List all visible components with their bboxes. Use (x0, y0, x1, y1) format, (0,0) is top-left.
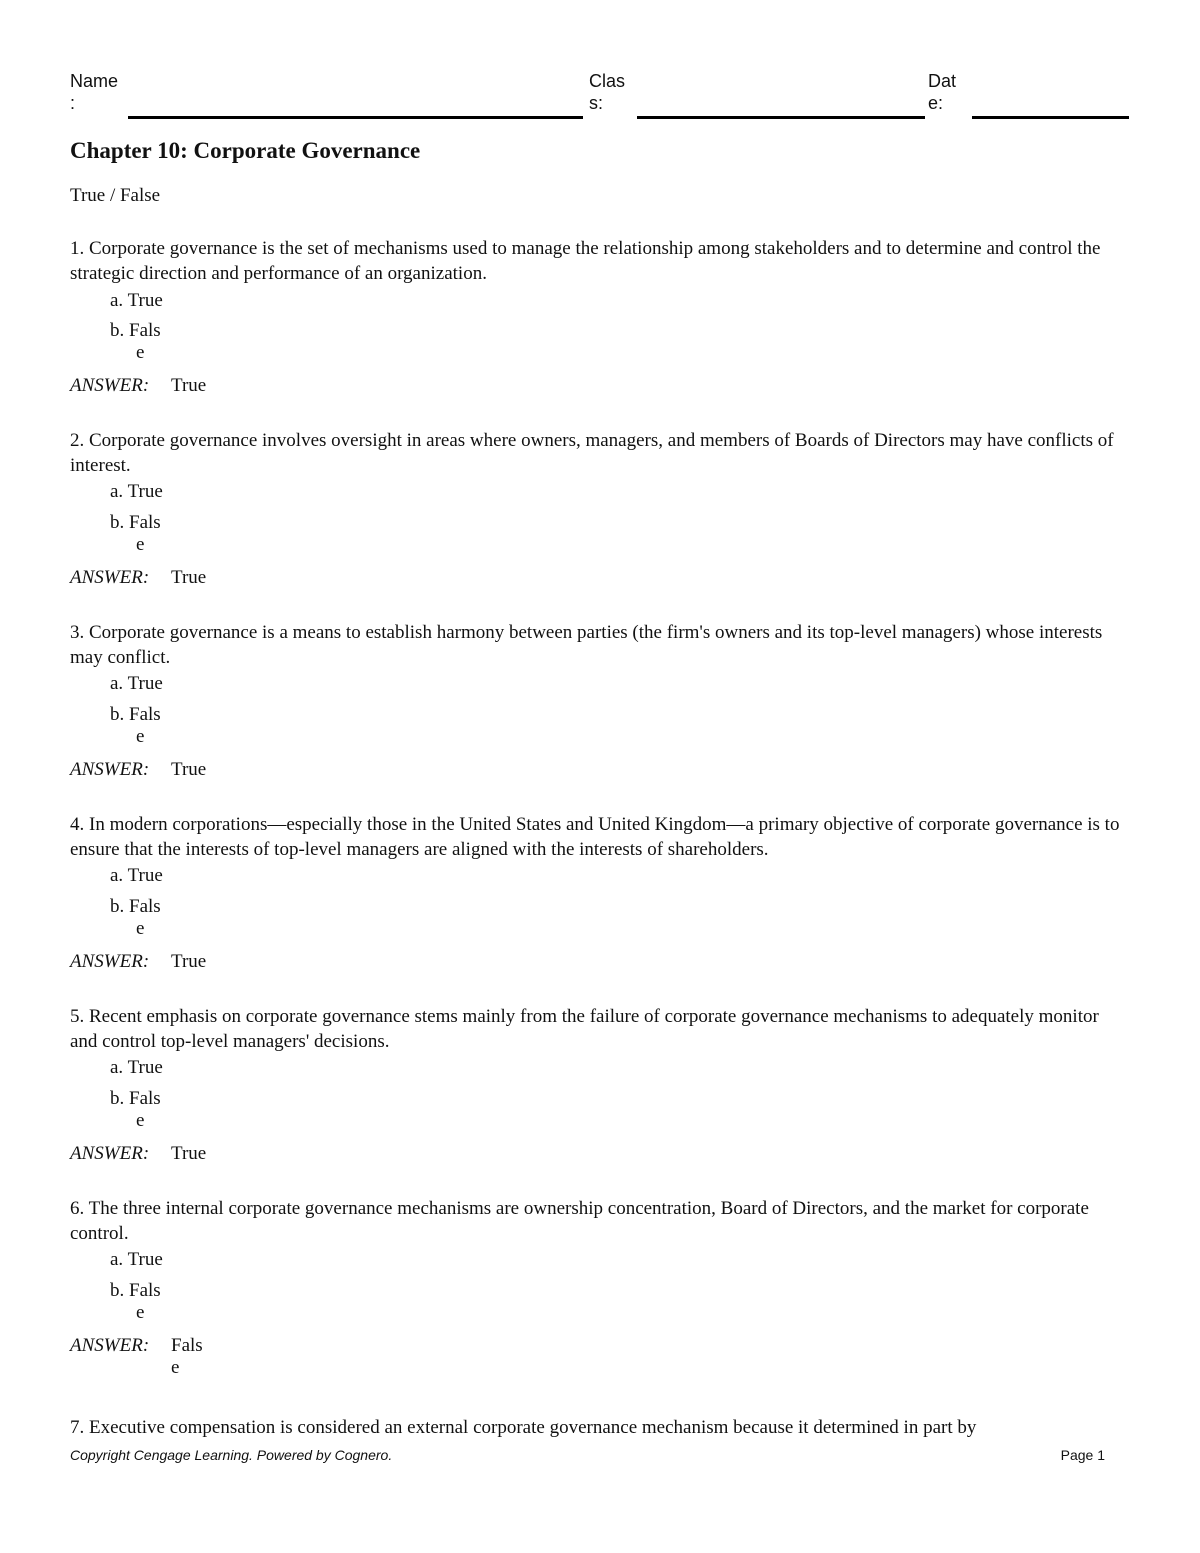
answer-value: True (171, 1143, 207, 1164)
name-label-top: Name (70, 71, 119, 91)
answer-label: ANSWER: (70, 1335, 150, 1356)
answer-value: True (171, 759, 207, 780)
option-a: a. True (110, 1057, 163, 1078)
class-label-bottom: s: (589, 93, 604, 113)
answer-label: ANSWER: (70, 375, 150, 396)
answer-value: True (171, 375, 207, 396)
date-input-line[interactable] (972, 116, 1129, 119)
section-heading: True / False (70, 185, 161, 206)
option-b (110, 896, 161, 940)
answer (70, 1143, 206, 1165)
answer-label: ANSWER: (70, 1143, 150, 1164)
option-b-wrap: e (136, 1110, 145, 1131)
option-b (110, 512, 161, 556)
question-text: 1. Corporate governance is the set of mechanisms used to manage the relationship among stakeholders and to determine and control the strategic direction and performance of an organization. (70, 238, 1101, 284)
option-b-label: b. Fals (110, 1088, 161, 1109)
option-b (110, 704, 161, 748)
copyright-footer: Copyright Cengage Learning. Powered by Cognero. (70, 1447, 393, 1463)
question-text: 7. Executive compensation is considered an external corporate governance mechanism because it determined in part by (70, 1417, 977, 1438)
option-b-wrap: e (136, 726, 145, 747)
page-title: Chapter 10: Corporate Governance (70, 138, 421, 163)
option-b-wrap: e (136, 342, 145, 363)
answer-value-wrap: e (171, 1357, 180, 1378)
option-b-label: b. Fals (110, 512, 161, 533)
answer-value: True (171, 951, 207, 972)
name-label-bottom: : (70, 93, 76, 113)
class-input-line[interactable] (637, 116, 925, 119)
option-a: a. True (110, 673, 163, 694)
option-b-label: b. Fals (110, 896, 161, 917)
question-text: 6. The three internal corporate governance mechanisms are ownership concentration, Board of Directors, and the market for corporate control. (70, 1198, 1089, 1244)
answer (70, 951, 206, 973)
option-a: a. True (110, 290, 163, 311)
question-text: 3. Corporate governance is a means to establish harmony between parties (the firm's owners and its top-level managers) whose interests may conflict. (70, 622, 1103, 668)
option-a: a. True (110, 481, 163, 502)
option-a: a. True (110, 865, 163, 886)
date-label-top: Dat (928, 71, 957, 91)
class-label (589, 70, 625, 114)
answer-label: ANSWER: (70, 567, 150, 588)
page-number: Page 1 (1060, 1447, 1105, 1463)
option-b-wrap: e (136, 918, 145, 939)
answer (70, 567, 206, 589)
option-b (110, 1088, 161, 1132)
option-b (110, 320, 161, 364)
option-b-label: b. Fals (110, 320, 161, 341)
answer-label: ANSWER: (70, 759, 150, 780)
date-label (928, 70, 956, 114)
class-label-top: Clas (589, 71, 626, 91)
option-b-wrap: e (136, 1302, 145, 1323)
answer (70, 759, 206, 781)
answer-label: ANSWER: (70, 951, 150, 972)
answer-value: True (171, 567, 207, 588)
question-text: 5. Recent emphasis on corporate governance stems mainly from the failure of corporate governance mechanisms to adequately monitor and control top-level managers' decisions. (70, 1006, 1099, 1052)
date-label-bottom: e: (928, 93, 944, 113)
question-text: 4. In modern corporations—especially those in the United States and United Kingdom—a primary objective of corporate governance is to ensure that the interests of top-level managers are aligned with the interests of shareholders. (70, 814, 1120, 860)
answer (70, 375, 206, 397)
answer-value: Fals (171, 1335, 203, 1356)
question-text: 2. Corporate governance involves oversight in areas where owners, managers, and members of Boards of Directors may have conflicts of interest. (70, 430, 1114, 476)
option-b-label: b. Fals (110, 704, 161, 725)
name-input-line[interactable] (128, 116, 583, 119)
option-a: a. True (110, 1249, 163, 1270)
option-b (110, 1280, 161, 1324)
answer (70, 1335, 203, 1379)
option-b-wrap: e (136, 534, 145, 555)
name-label (70, 70, 118, 114)
option-b-label: b. Fals (110, 1280, 161, 1301)
